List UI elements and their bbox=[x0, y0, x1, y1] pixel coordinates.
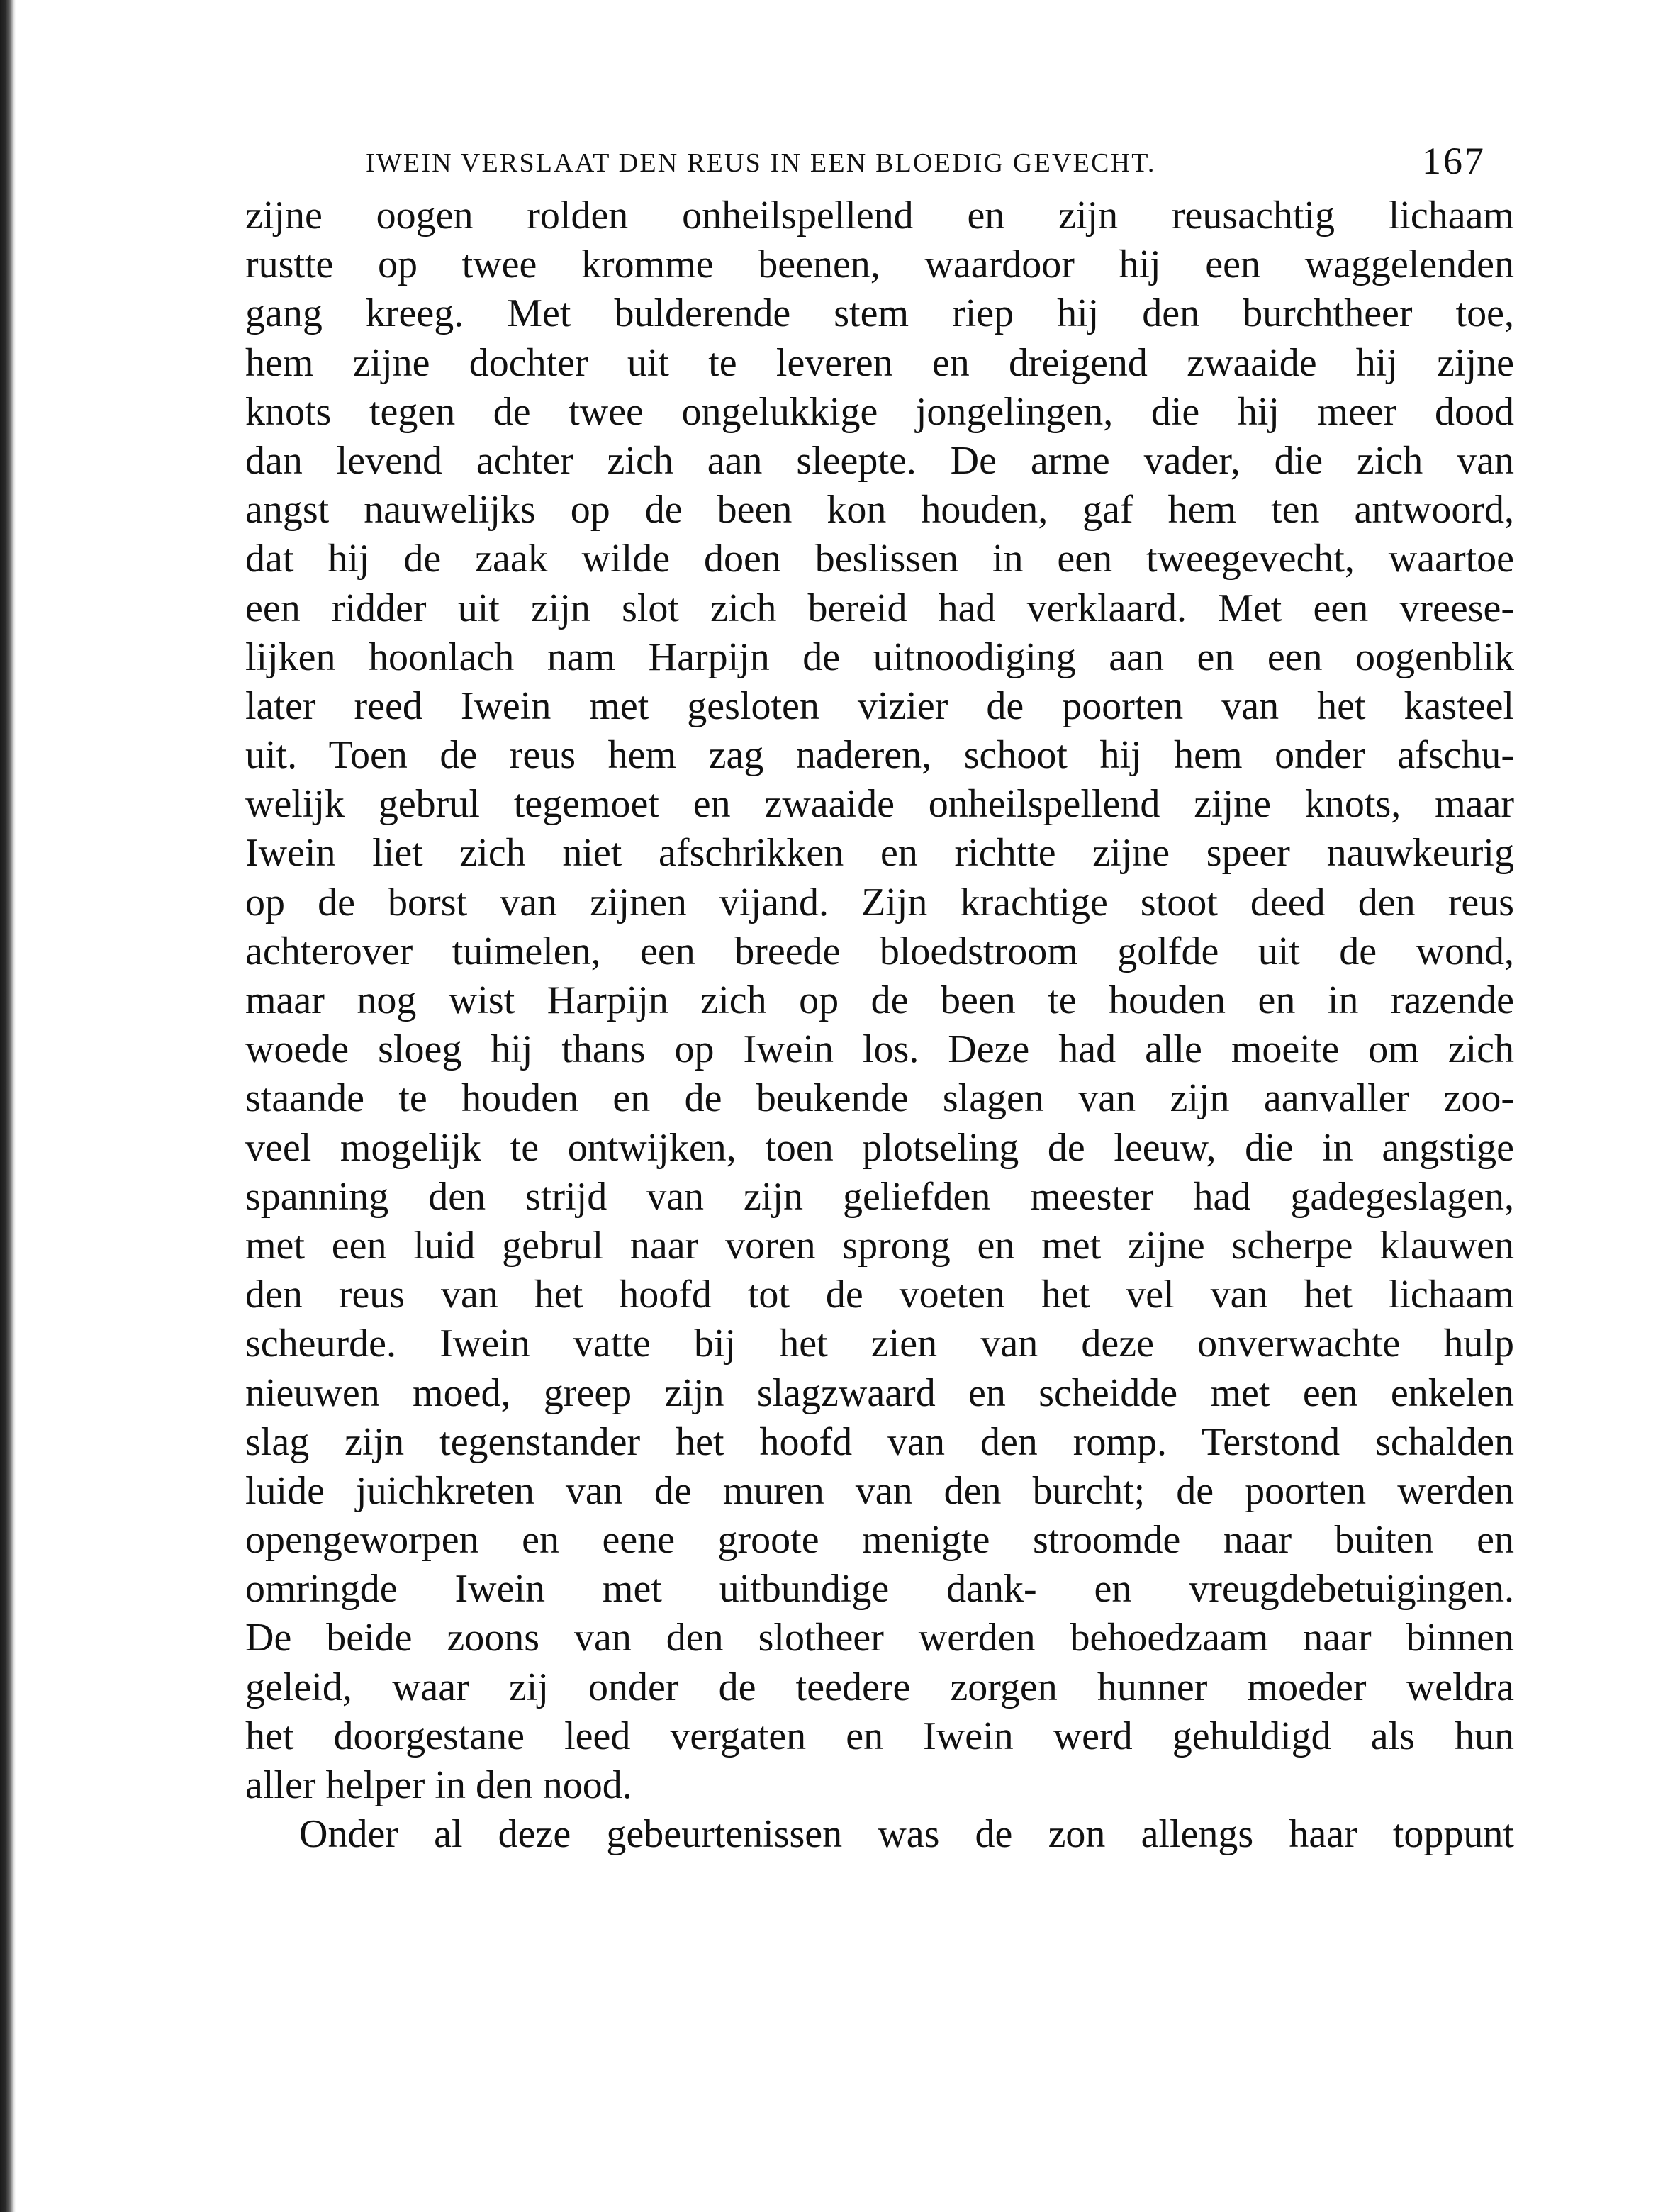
text-line: dan levend achter zich aan sleepte. De arme vader, die zich van bbox=[245, 438, 1514, 483]
text-line: luide juichkreten van de muren van den burcht; de poorten werden bbox=[245, 1468, 1514, 1513]
text-line: op de borst van zijnen vijand. Zijn krachtige stoot deed den reus bbox=[245, 880, 1514, 925]
text-line: lijken hoonlach nam Harpijn de uitnoodiging aan en een oogenblik bbox=[245, 635, 1514, 679]
text-line: De beide zoons van den slotheer werden behoedzaam naar binnen bbox=[245, 1616, 1514, 1660]
text-line: slag zijn tegenstander het hoofd van den romp. Terstond schalden bbox=[245, 1419, 1514, 1464]
text-line: omringde Iwein met uitbundige dank- en vreugdebetuigingen. bbox=[245, 1567, 1514, 1611]
text-line: hem zijne dochter uit te leveren en dreigend zwaaide hij zijne bbox=[245, 340, 1514, 385]
text-line: gang kreeg. Met bulderende stem riep hij den burchtheer toe, bbox=[245, 291, 1514, 336]
text-line: veel mogelijk te ontwijken, toen plotseling de leeuw, die in angstige bbox=[245, 1125, 1514, 1170]
text-line: Iwein liet zich niet afschrikken en richtte zijne speer nauwkeurig bbox=[245, 831, 1514, 876]
text-line: woede sloeg hij thans op Iwein los. Deze had alle moeite om zich bbox=[245, 1027, 1514, 1072]
text-line: maar nog wist Harpijn zich op de been te houden en in razende bbox=[245, 978, 1514, 1022]
text-line: uit. Toen de reus hem zag naderen, schoot hij hem onder afschu- bbox=[245, 733, 1514, 778]
text-line: met een luid gebrul naar voren sprong en met zijne scherpe klauwen bbox=[245, 1223, 1514, 1268]
text-line: opengeworpen en eene groote menigte stroomde naar buiten en bbox=[245, 1518, 1514, 1563]
book-page bbox=[245, 135, 1514, 1859]
paragraph-start-line: Onder al deze gebeurtenissen was de zon allengs haar toppunt bbox=[299, 1812, 1514, 1857]
chapter-running-title: IWEIN VERSLAAT DEN REUS IN EEN BLOEDIG GEVECHT. bbox=[366, 148, 1156, 178]
text-line: dat hij de zaak wilde doen beslissen in een tweegevecht, waartoe bbox=[245, 537, 1514, 581]
text-line: staande te houden en de beukende slagen van zijn aanvaller zoo- bbox=[245, 1076, 1514, 1121]
text-line: later reed Iwein met gesloten vizier de poorten van het kasteel bbox=[245, 683, 1514, 728]
running-head bbox=[245, 135, 1514, 190]
text-line: spanning den strijd van zijn geliefden meester had gadegeslagen, bbox=[245, 1174, 1514, 1219]
text-line: scheurde. Iwein vatte bij het zien van deze onverwachte hulp bbox=[245, 1322, 1514, 1366]
text-line: knots tegen de twee ongelukkige jongelingen, die hij meer dood bbox=[245, 389, 1514, 434]
page-number: 167 bbox=[1422, 140, 1486, 182]
text-line: welijk gebrul tegemoet en zwaaide onheilspellend zijne knots, maar bbox=[245, 782, 1514, 827]
text-line: zijne oogen rolden onheilspellend en zijn reusachtig lichaam bbox=[245, 194, 1514, 238]
page-binding-edge bbox=[0, 0, 16, 2212]
text-line: angst nauwelijks op de been kon houden, gaf hem ten antwoord, bbox=[245, 488, 1514, 532]
text-line: achterover tuimelen, een breede bloedstroom golfde uit de wond, bbox=[245, 929, 1514, 973]
paragraph-end-line: aller helper in den nood. bbox=[245, 1763, 632, 1807]
body-text bbox=[245, 191, 1514, 1859]
text-line: het doorgestane leed vergaten en Iwein werd gehuldigd als hun bbox=[245, 1714, 1514, 1758]
text-line: een ridder uit zijn slot zich bereid had verklaard. Met een vreese- bbox=[245, 586, 1514, 630]
text-line: nieuwen moed, greep zijn slagzwaard en scheidde met een enkelen bbox=[245, 1370, 1514, 1415]
text-line: den reus van het hoofd tot de voeten het vel van het lichaam bbox=[245, 1273, 1514, 1317]
text-line: geleid, waar zij onder de teedere zorgen hunner moeder weldra bbox=[245, 1665, 1514, 1709]
text-line: rustte op twee kromme beenen, waardoor hij een waggelenden bbox=[245, 242, 1514, 287]
